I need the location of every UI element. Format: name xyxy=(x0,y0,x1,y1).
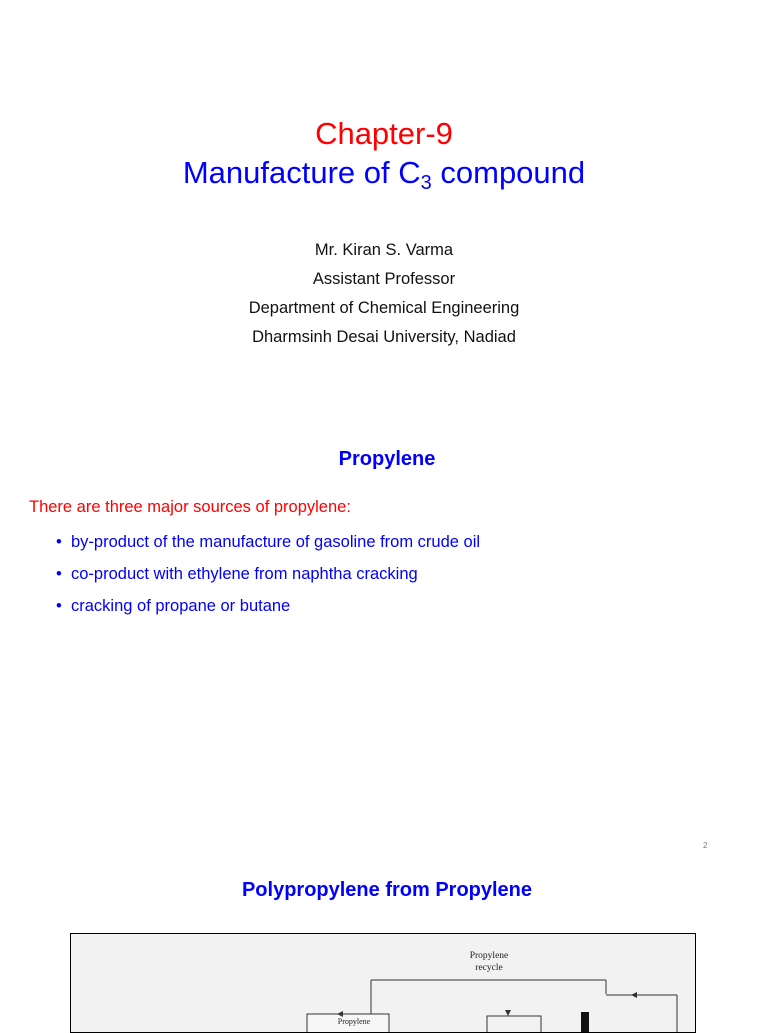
bullet-icon: • xyxy=(56,597,62,615)
reactor-box xyxy=(487,1016,541,1033)
author-role: Assistant Professor xyxy=(312,270,456,288)
title-subscript: 3 xyxy=(420,172,432,194)
recycle-label-line2: recycle xyxy=(475,963,503,973)
author-department: Department of Chemical Engineering xyxy=(248,299,520,317)
bullet-text: by-product of the manufacture of gasoline from crude oil xyxy=(71,533,481,551)
list-item xyxy=(56,593,480,625)
bullet-list xyxy=(56,529,480,625)
title-main-text: Manufacture of C xyxy=(182,155,421,190)
arrow-down-icon xyxy=(505,1010,511,1016)
recycle-label-line1: Propylene xyxy=(469,951,509,961)
polypropylene-heading: Polypropylene from Propylene xyxy=(241,879,533,901)
chapter-title: Chapter-9 xyxy=(315,116,453,151)
main-title xyxy=(0,154,768,192)
bullet-text: co-product with ethylene from naphtha cracking xyxy=(71,565,418,583)
separator-column xyxy=(581,1012,589,1033)
bullet-text: cracking of propane or butane xyxy=(71,597,291,615)
propylene-heading: Propylene xyxy=(338,448,436,470)
page-number: 2 xyxy=(703,841,708,850)
intro-text: There are three major sources of propylene: xyxy=(29,498,351,516)
author-name: Mr. Kiran S. Varma xyxy=(314,241,454,259)
arrow-left-icon xyxy=(631,992,637,998)
list-item xyxy=(56,529,480,561)
author-university: Dharmsinh Desai University, Nadiad xyxy=(252,328,516,346)
bullet-icon: • xyxy=(56,533,62,551)
recycle-label xyxy=(449,950,529,974)
title-end-text: compound xyxy=(431,155,586,190)
author-block xyxy=(0,236,768,352)
bullet-icon: • xyxy=(56,565,62,583)
process-flow-diagram xyxy=(70,933,696,1033)
feed-label: Propylene xyxy=(337,1017,371,1026)
list-item xyxy=(56,561,480,593)
